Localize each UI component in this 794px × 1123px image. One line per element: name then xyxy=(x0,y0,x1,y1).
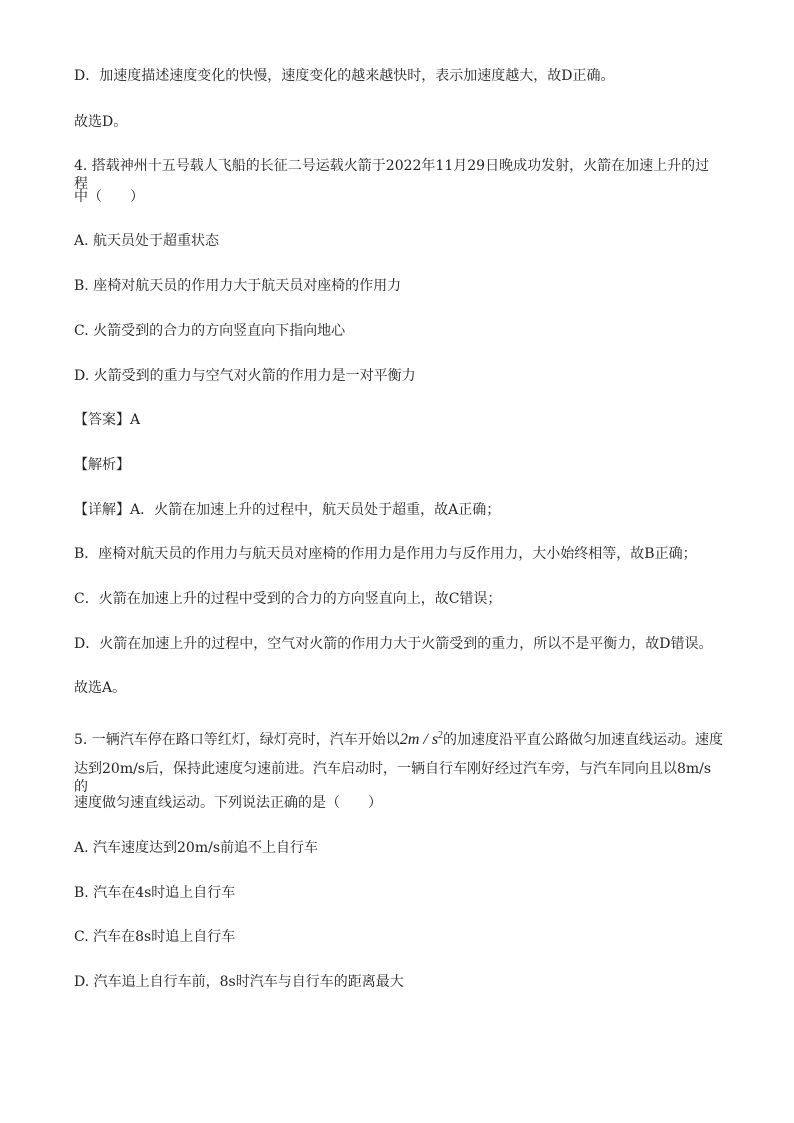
question-4-detail-c: C．火箭在加速上升的过程中受到的合力的方向竖直向上，故C错误； xyxy=(74,591,502,607)
question-4-detail-a: 【详解】A．火箭在加速上升的过程中，航天员处于超重，故A正确； xyxy=(74,502,501,518)
question-5-stem-line1 xyxy=(74,727,723,749)
question-4-stem-line2: 中（ ） xyxy=(74,189,144,205)
question-4-detail-b: B．座椅对航天员的作用力与航天员对座椅的作用力是作用力与反作用力，大小始终相等，故B正确； xyxy=(74,546,697,562)
question-5-stem-line1-end: 的加速度沿平直公路做匀加速直线运动。速度 xyxy=(443,732,724,748)
question-4-detail-d: D．火箭在加速上升的过程中，空气对火箭的作用力大于火箭受到的重力，所以不是平衡力，故D错误。 xyxy=(74,636,713,652)
prev-option-d-explanation: D．加速度描述速度变化的快慢，速度变化的越来越快时，表示加速度越大，故D正确。 xyxy=(74,68,615,84)
question-5-option-d: D. 汽车追上自行车前，8s时汽车与自行车的距离最大 xyxy=(74,974,404,990)
question-4-analysis-heading: 【解析】 xyxy=(74,457,130,473)
prev-answer-choice: 故选D。 xyxy=(74,114,128,130)
question-4-option-b: B. 座椅对航天员的作用力大于航天员对座椅的作用力 xyxy=(74,278,402,294)
question-5-stem-line1-start: 5. 一辆汽车停在路口等红灯，绿灯亮时，汽车开始以 xyxy=(74,732,400,748)
question-4-option-c: C. 火箭受到的合力的方向竖直向下指向地心 xyxy=(74,323,346,339)
question-4-answer-choice: 故选A。 xyxy=(74,680,127,696)
question-4-stem-line1: 4. 搭载神州十五号载人飞船的长征二号运载火箭于2022年11月29日晚成功发射，火箭在加速上升的过程 xyxy=(74,158,710,192)
acceleration-formula: $2m / s^2$ xyxy=(399,730,444,748)
question-5-stem-line3: 速度做匀速直线运动。下列说法正确的是（ ） xyxy=(74,795,382,811)
question-5-option-b: B. 汽车在4s时追上自行车 xyxy=(74,885,236,901)
question-4-option-a: A. 航天员处于超重状态 xyxy=(74,233,220,249)
question-5-stem-line2: 达到20m/s后，保持此速度匀速前进。汽车启动时，一辆自行车刚好经过汽车旁，与汽车同向且以8m/s的 xyxy=(74,761,712,795)
question-5-option-c: C. 汽车在8s时追上自行车 xyxy=(74,929,236,945)
question-4-option-d: D. 火箭受到的重力与空气对火箭的作用力是一对平衡力 xyxy=(74,368,416,384)
question-4-answer: 【答案】A xyxy=(74,412,141,428)
question-5-option-a: A. 汽车速度达到20m/s前追不上自行车 xyxy=(74,840,319,856)
